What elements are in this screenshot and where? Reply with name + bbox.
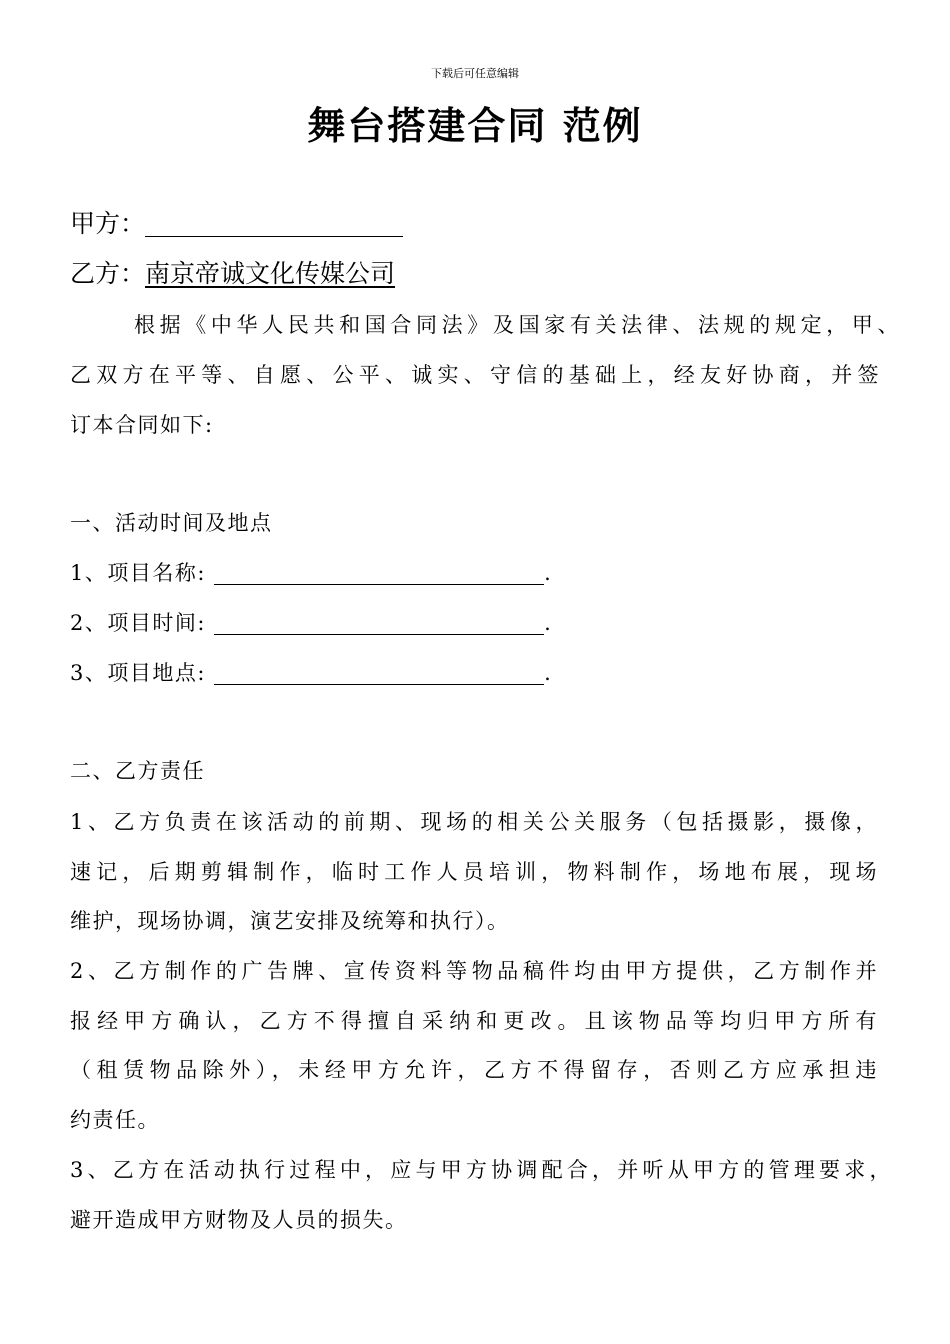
- preamble-line-3: 订本合同如下:: [70, 413, 214, 437]
- project-time-label: 2、项目时间:: [70, 611, 206, 635]
- project-name-end: .: [544, 561, 553, 585]
- project-location-row: [70, 658, 900, 688]
- document-title: 舞台搭建合同 范例: [307, 104, 643, 148]
- project-location-end: .: [544, 661, 553, 685]
- clause-1-line-3: 维护，现场协调，演艺安排及统筹和执行）。: [70, 909, 510, 933]
- project-location-label: 3、项目地点:: [70, 661, 206, 685]
- clause-1-line-1: 1、乙方负责在该活动的前期、现场的相关公关服务（包括摄影，摄像，: [70, 810, 878, 834]
- preamble-line-1: 根据《中华人民共和国合同法》及国家有关法律、法规的规定，甲、: [134, 313, 900, 337]
- clause-2-line-2: 报经甲方确认，乙方不得擅自采纳和更改。且该物品等均归甲方所有: [70, 1009, 878, 1033]
- section-2-heading: 二、乙方责任: [70, 759, 205, 783]
- clause-2-line-4: 约责任。: [70, 1108, 160, 1132]
- party-b-name: 南京帝诚文化传媒公司: [145, 259, 396, 288]
- clause-2-line-3: （租赁物品除外），未经甲方允许，乙方不得留存，否则乙方应承担违: [70, 1058, 878, 1082]
- project-location-field[interactable]: [214, 658, 544, 685]
- clause-1-line-2: 速记，后期剪辑制作，临时工作人员培训，物料制作，场地布展，现场: [70, 860, 878, 884]
- header-note: 下载后可任意编辑: [431, 67, 519, 80]
- preamble-line-2: 乙双方在平等、自愿、公平、诚实、守信的基础上，经友好协商，并签: [70, 363, 880, 387]
- project-name-label: 1、项目名称:: [70, 561, 206, 585]
- party-b-line: [70, 256, 395, 292]
- project-time-end: .: [544, 611, 553, 635]
- project-time-row: [70, 608, 900, 638]
- clause-3-line-2: 避开造成甲方财物及人员的损失。: [70, 1208, 408, 1232]
- project-name-row: [70, 558, 900, 588]
- clause-2-line-1: 2、乙方制作的广告牌、宣传资料等物品稿件均由甲方提供，乙方制作并: [70, 959, 878, 983]
- party-a-line: [70, 206, 403, 242]
- party-a-name-field[interactable]: [145, 206, 403, 237]
- project-time-field[interactable]: [214, 608, 544, 635]
- section-1-heading: 一、活动时间及地点: [70, 511, 273, 535]
- party-a-label: 甲方：: [70, 209, 146, 238]
- party-b-label: 乙方：: [70, 259, 146, 288]
- project-name-field[interactable]: [214, 558, 544, 585]
- clause-3-line-1: 3、乙方在活动执行过程中，应与甲方协调配合，并听从甲方的管理要求，: [70, 1158, 892, 1182]
